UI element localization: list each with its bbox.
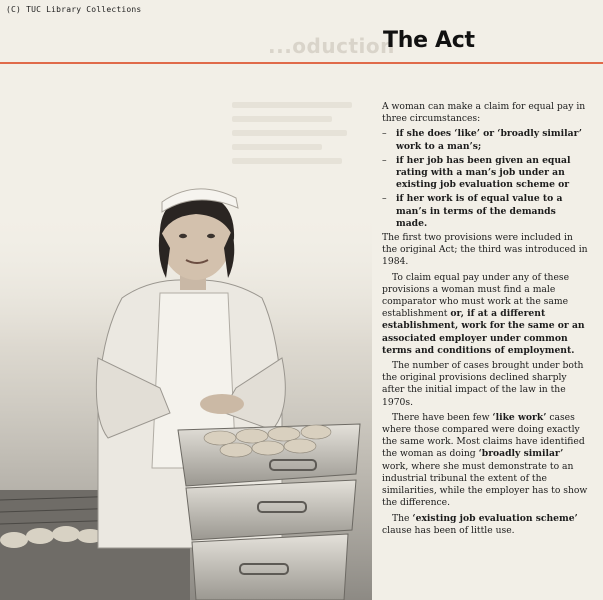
header-rule: [0, 62, 603, 64]
text-run: There have been few: [392, 411, 493, 423]
text-run: work, where she must demonstrate to an industrial tribunal the extent of the similarities, while the employer has to show the difference.: [382, 460, 588, 509]
intro-paragraph: A woman can make a claim for equal pay in three circumstances:: [382, 101, 586, 125]
paragraph-like-work: [382, 412, 588, 510]
paragraph-cases: The number of cases brought under both the original provisions declined sharply after the initial impact of the law in the 1970s.: [382, 360, 584, 408]
show-through-title: ...oduction: [268, 34, 395, 58]
worker-photo: [0, 168, 372, 600]
paragraph-evaluation: [382, 513, 588, 537]
bold-run: or, if at a different establishment, work for the same or an associated employer under common terms and conditions of employment.: [382, 308, 585, 356]
page-title: The Act: [383, 28, 475, 53]
list-item: – if her job has been given an equal rating with a man’s job under an existing job evaluation scheme or: [382, 155, 588, 192]
text-run: clause has been of little use.: [382, 524, 515, 536]
bold-run: ‘like work’: [492, 411, 547, 423]
paragraph-comparator: [382, 272, 588, 357]
list-item: – if her work is of equal value to a man’s in terms of the demands made.: [382, 193, 588, 230]
circumstances-list: [382, 128, 588, 230]
text-run: cases where those compared were doing exactly the same work. Most claims have identified the woman as doing: [382, 411, 585, 460]
bold-run: ‘existing job evaluation scheme’: [412, 512, 578, 524]
list-item: – if she does ‘like’ or ‘broadly similar’ work to a man’s;: [382, 128, 588, 152]
text-run: To claim equal pay under any of these provisions a woman must find a male comparator who must work at the same establishment: [382, 271, 570, 320]
bold-run: ‘broadly similar’: [478, 448, 564, 460]
collection-credit: (C) TUC Library Collections: [6, 5, 142, 14]
text-run: The: [392, 512, 413, 524]
paragraph-provisions: The first two provisions were included in the original Act; the third was introduced in 1984.: [382, 232, 588, 268]
article-text: [382, 101, 588, 540]
